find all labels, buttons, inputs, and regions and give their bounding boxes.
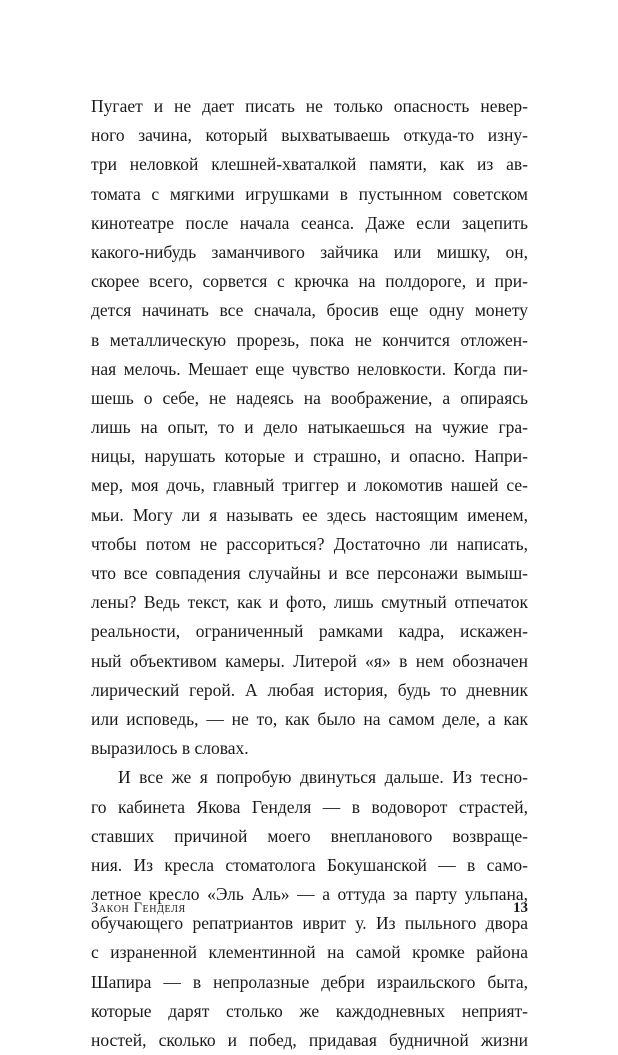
text-line: реальности, ограниченный рамками кадра, искажен-	[91, 621, 528, 642]
text-line: го кабинета Якова Генделя — в водоворот страстей,	[91, 796, 528, 817]
running-head: Закон Генделя	[91, 900, 186, 916]
text-line: ставших причиной моего внепланового возвраще-	[91, 825, 528, 846]
text-line: ный объективом камеры. Литерой «я» в нем обозначен	[91, 650, 528, 671]
text-line: обучающего репатриантов иврит у. Из пыльного двора	[91, 913, 528, 934]
text-line: лирический герой. А любая история, будь то дневник	[91, 679, 528, 700]
text-line: лены? Ведь текст, как и фото, лишь смутный отпечаток	[91, 592, 528, 613]
text-line: скорее всего, сорвется с крючка на полдороге, и при-	[91, 271, 528, 292]
text-line: кинотеатре после начала сеанса. Даже если зацепить	[91, 212, 528, 233]
text-line: в металлическую прорезь, пока не кончится отложен-	[91, 329, 528, 350]
text-line: какого-нибудь заманчивого зайчика или мишку, он,	[91, 241, 528, 262]
text-line: выразилось в словах.	[91, 738, 249, 759]
text-line: три неловкой клешней-хваталкой памяти, как из ав-	[91, 154, 528, 175]
text-line: Пугает и не дает писать не только опасность невер-	[91, 96, 528, 116]
text-line: Шапира — в непролазные дебри израильского быта,	[91, 971, 528, 992]
text-line: что все совпадения случайны и все персонажи вымыш-	[91, 563, 528, 583]
text-line: лишь на опыт, то и дело натыкаешься на чужие гра-	[91, 417, 528, 438]
text-line: ного зачина, который выхватываешь откуда-то изну-	[91, 125, 528, 146]
text-line: мьи. Могу ли я называть ее здесь настоящим именем,	[91, 504, 528, 525]
text-line: шешь о себе, не надеясь на воображение, а опираясь	[91, 387, 528, 408]
text-line: мер, моя дочь, главный триггер и локомотив нашей се-	[91, 475, 528, 496]
page-number: 13	[513, 900, 528, 916]
text-line: или исповедь, — не то, как было на самом деле, а как	[91, 708, 528, 729]
text-line: летное кресло «Эль Аль» — а оттуда за парту ульпана,	[91, 884, 528, 905]
text-line: ная мелочь. Мешает еще чувство неловкости. Когда пи-	[91, 358, 528, 379]
text-line: чтобы потом не рассориться? Достаточно ли написать,	[91, 533, 528, 554]
text-line: ностей, сколько и побед, придавая будничной жизни	[91, 1030, 528, 1050]
text-line: с израненной клементинной на самой кромке района	[91, 942, 528, 963]
text-line: И все же я попробую двинуться дальше. Из тесно-	[118, 767, 528, 788]
text-line: которые дарят столько же каждодневных неприят-	[91, 1000, 528, 1021]
text-line: ния. Из кресла стоматолога Бокушанской — в само-	[91, 854, 528, 875]
text-line: томата с мягкими игрушками в пустынном советском	[91, 183, 528, 204]
text-line: дется начинать все сначала, бросив еще одну монету	[91, 300, 528, 321]
text-line: ницы, нарушать которые и страшно, и опасно. Напри-	[91, 446, 528, 467]
page-footer	[91, 900, 528, 924]
